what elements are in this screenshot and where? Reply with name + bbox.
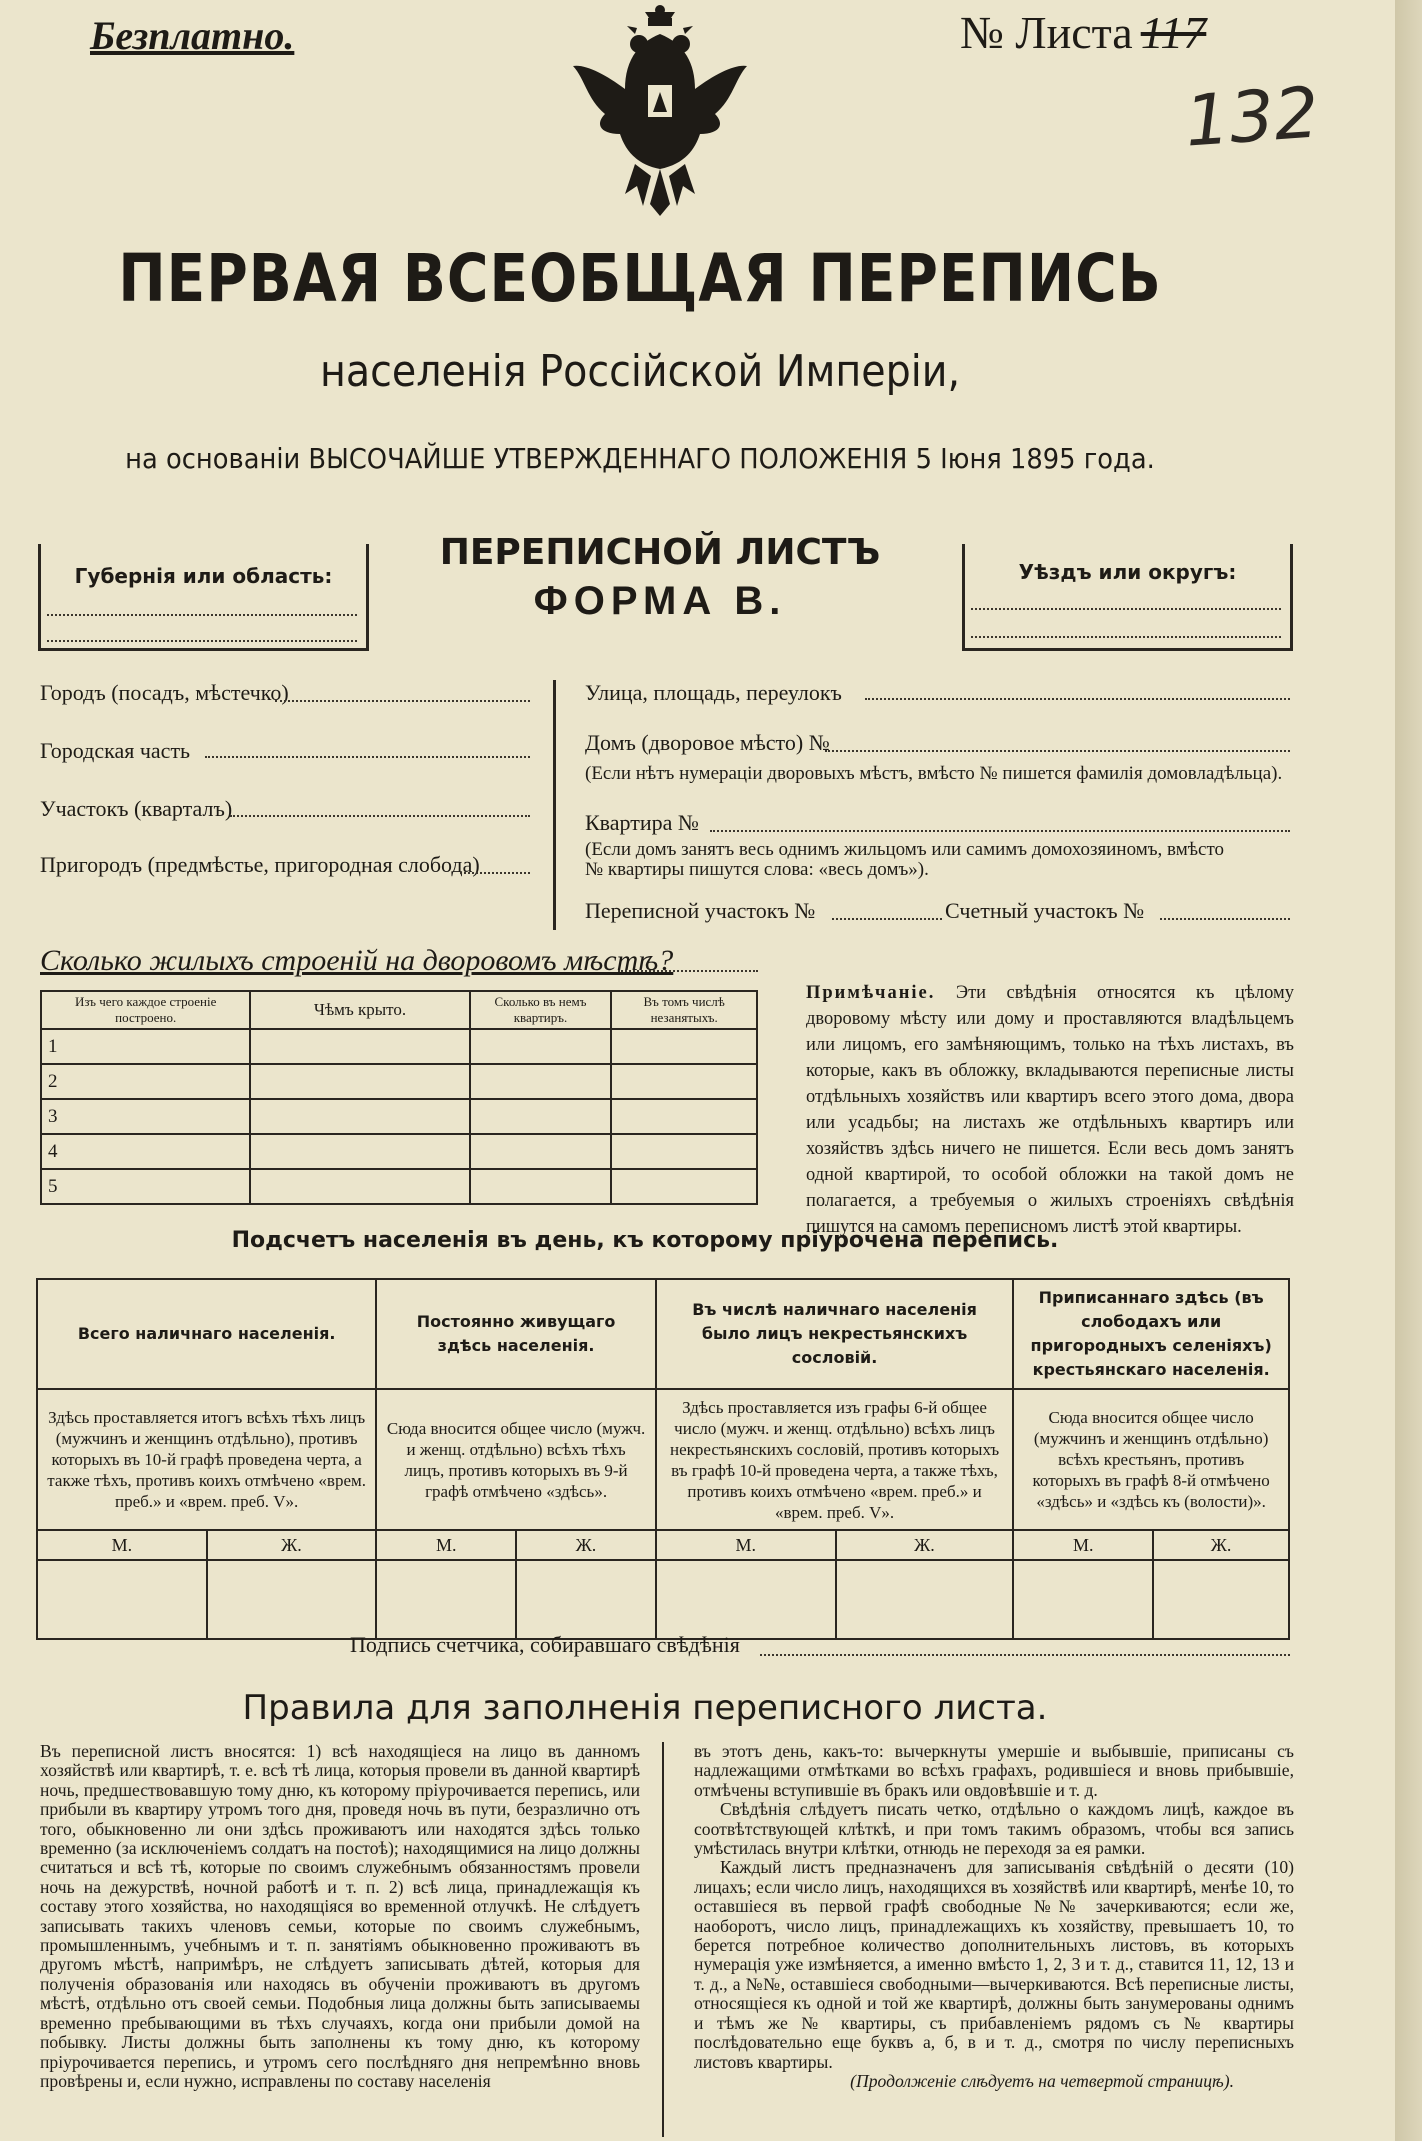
page-edge (1395, 0, 1422, 2141)
cell[interactable] (611, 1134, 757, 1169)
cell[interactable] (250, 1169, 469, 1204)
note-label: Примѣчаніе. (806, 983, 936, 1003)
city-part-label: Городская часть (40, 738, 191, 763)
district-field-2[interactable] (971, 636, 1281, 638)
sheet-heading (380, 532, 940, 624)
male-count-cell[interactable] (656, 1560, 836, 1639)
cell[interactable] (250, 1029, 469, 1064)
district-field[interactable] (971, 608, 1281, 610)
rules-divider (662, 1742, 664, 2137)
province-field[interactable] (47, 614, 357, 616)
cell[interactable] (611, 1169, 757, 1204)
cell[interactable] (470, 1064, 612, 1099)
ward-label: Участокъ (кварталъ) (40, 796, 233, 821)
street-label: Улица, площадь, переулокъ (585, 680, 842, 705)
female-count-cell[interactable] (207, 1560, 377, 1639)
col-apartments: Сколько въ немъ квартиръ. (470, 991, 612, 1029)
rules-right-column (694, 1742, 1294, 2091)
count-head-permanent: Постоянно живущаго здѣсь населенія. (376, 1279, 656, 1389)
cell[interactable] (611, 1029, 757, 1064)
basis-line: на основаніи ВЫСОЧАЙШЕ УТВЕРЖДЕННАГО ПОЛОЖЕНІЯ 5 Іюня 1895 года. (125, 442, 1155, 475)
cell[interactable] (250, 1064, 469, 1099)
subtitle: населенія Россійской Имперіи, (319, 346, 961, 397)
cell[interactable] (611, 1099, 757, 1134)
cell[interactable] (470, 1134, 612, 1169)
rules-right-text-1: въ этотъ день, какъ-то: вычеркнуты умершіе и выбывшіе, приписаны съ надлежащими отмѣтками во всѣхъ графахъ, родившіеся и вновь прибывшіе, отмѣчены вступившіе въ бракъ или овдовѣвшіе и т. д. (694, 1741, 1294, 1800)
rules-left-text: Въ переписной листъ вносятся: 1) всѣ находящіеся на лицо въ данномъ хозяйствѣ или квартирѣ, т. е. всѣ тѣ лица, которыя провели въ данной квартирѣ ночь, предшествовавшую тому дню, къ которому пріурочивается перепись, или прибыли въ квартиру утромъ того дня, проведя ночь въ пути, безразлично отъ того, обыкновенно ли они здѣсь проживаютъ или находятся здѣсь только временно (за исключеніемъ солдатъ на постоѣ); находящимися на лицо должны считаться и всѣ тѣ, которые по своимъ служебнымъ обязанностямъ провели ночь на дежурствѣ, ночной работѣ и т. п. 2) всѣ лица, принадлежащія къ составу этого хозяйства, но находящіяся во временной отлучкѣ. Не слѣдуетъ записывать такихъ членовъ семьи, которые по своимъ служебнымъ, промышленнымъ, учебнымъ и т. п. занятіямъ обыкновенно проживаютъ въ другомъ мѣстѣ, напримѣръ, не слѣдуетъ записывать дѣтей, которыя для полученія образованія или находясь въ обученіи проживаютъ въ другомъ мѣстѣ, отдѣльно отъ своей семьи. Подобныя лица должны быть записываемы временно пребывающими въ тѣхъ случаяхъ, когда они прибыли домой на побывку. Листы должны быть заполнены къ тому дню, къ которому пріурочивается перепись, и утромъ сего послѣдняго дня непремѣнно вновь провѣрены и, если нужно, исправлены по составу населенія (40, 1741, 640, 2091)
buildings-question: Сколько жилыхъ строеній на дворовомъ мѣстѣ? (40, 944, 674, 977)
female-label: Ж. (1153, 1530, 1289, 1560)
house-label: Домъ (дворовое мѣсто) № (585, 730, 830, 755)
cell[interactable] (611, 1064, 757, 1099)
row-number: 3 (41, 1099, 250, 1134)
table-row (41, 1099, 757, 1134)
sheet-number (960, 6, 1206, 59)
count-section-field[interactable] (1160, 918, 1290, 920)
col-vacant: Въ томъ числѣ незанятыхъ. (611, 991, 757, 1029)
male-label: М. (1013, 1530, 1153, 1560)
count-head-peasant: Приписаннаго здѣсь (въ слободахъ или пригородныхъ селеніяхъ) крестьянскаго населенія. (1013, 1279, 1289, 1389)
count-title: Подсчетъ населенія въ день, къ которому пріурочена перепись. (231, 1228, 1059, 1253)
table-row (41, 1134, 757, 1169)
cell[interactable] (470, 1029, 612, 1064)
row-number: 2 (41, 1064, 250, 1099)
census-section-label: Переписной участокъ № (585, 898, 816, 923)
col-roof: Чѣмъ крыто. (250, 991, 469, 1029)
male-count-cell[interactable] (1013, 1560, 1153, 1639)
city-field[interactable] (275, 700, 530, 702)
female-count-cell[interactable] (1153, 1560, 1289, 1639)
district-label: Уѣздъ или округъ: (1018, 560, 1237, 584)
rules-right-text-3: Каждый листъ предназначенъ для записыванія свѣдѣній о десяти (10) лицахъ; если число лицъ, находящихся въ хозяйствѣ или квартирѣ, менѣе 10, то оставшіеся въ первой графѣ свободные №№ зачеркиваются; если же, наоборотъ, число лицъ, принадлежащихъ къ хозяйству, превышаетъ 10, то берется потребное количество дополнительныхъ листовъ, въ которыхъ нумерація уже измѣняется, а именно вмѣсто 1, 2, 3 и т. д., ставится 11, 12, 13 и т. д., а №№, оставшіеся свободными—вычеркиваются. Всѣ переписные листы, относящіеся къ одной и той же квартирѣ, должны быть занумерованы однимъ и тѣмъ же № квартиры, съ прибавленіемъ рядомъ съ № квартиры послѣдовательно еще буквъ а, б, в и т. д., смотря по числу переписныхъ листовъ квартиры. (694, 1857, 1294, 2072)
cell[interactable] (250, 1134, 469, 1169)
count-desc-permanent: Сюда вносится общее число (мужч. и женщ. отдѣльно) всѣхъ тѣхъ лицъ, противъ которыхъ въ 9-й графѣ отмѣчено «здѣсь». (376, 1389, 656, 1530)
city-label: Городъ (посадъ, мѣстечко) (40, 680, 289, 705)
row-number: 1 (41, 1029, 250, 1064)
buildings-note (806, 980, 1294, 1240)
male-label: М. (37, 1530, 207, 1560)
female-count-cell[interactable] (516, 1560, 656, 1639)
count-desc-non-peasant: Здѣсь проставляется изъ графы 6-й общее число (мужч. и женщ. отдѣльно) всѣхъ лицъ некрестьянскихъ сословій, противъ которыхъ въ графѣ 10-й проведена черта, а также тѣхъ, противъ коихъ отмѣчено «врем. преб.» и «врем. преб. V». (656, 1389, 1013, 1530)
buildings-answer-field[interactable] (618, 970, 758, 972)
female-label: Ж. (836, 1530, 1014, 1560)
note-text: Эти свѣдѣнія относятся къ цѣлому дворовому мѣсту или дому и проставляются владѣльцемъ или лицомъ, его замѣняющимъ, только на тѣхъ листахъ, въ которые, какъ въ обложку, вкладываются переписные листы отдѣльныхъ хозяйствъ или квартиръ всего этого дома, двора или усадьбы; на листахъ же отдѣльныхъ квартиръ или хозяйствъ здѣсь ничего не пишется. Если весь домъ занятъ одной квартирой, то особой обложки на такой домъ не полагается, а требуемыя о жилыхъ строеніяхъ свѣдѣнія пишутся на самомъ переписномъ листѣ этой квартиры. (806, 983, 1294, 1237)
male-label: М. (656, 1530, 836, 1560)
count-section-label: Счетный участокъ № (945, 898, 1145, 923)
female-label: Ж. (516, 1530, 656, 1560)
rules-title: Правила для заполненія переписного листа. (242, 1688, 1048, 1728)
sheet-number-old: 117 (1140, 7, 1207, 58)
buildings-table (40, 990, 758, 1205)
cell[interactable] (470, 1169, 612, 1204)
province-box (38, 544, 369, 651)
row-number: 5 (41, 1169, 250, 1204)
main-title: ПЕРВАЯ ВСЕОБЩАЯ ПЕРЕПИСЬ (118, 240, 1162, 317)
female-label: Ж. (207, 1530, 377, 1560)
enumerator-signature-label: Подпись счетчика, собиравшаго свѣдѣнія (350, 1632, 740, 1657)
ward-field[interactable] (230, 815, 530, 817)
count-desc-total: Здѣсь проставляется итогъ всѣхъ тѣхъ лицъ (мужчинъ и женщинъ отдѣльно), противъ которыхъ въ 10-й графѣ проведена черта, а также тѣхъ, противъ коихъ отмѣчено «врем. преб.» и «врем. преб. V». (37, 1389, 376, 1530)
col-material: Изъ чего каждое строеніе построено. (41, 991, 250, 1029)
free-label: Безплатно. (90, 13, 295, 58)
count-head-non-peasant: Въ числѣ наличнаго населенія было лицъ некрестьянскихъ сословій. (656, 1279, 1013, 1389)
count-desc-peasant: Сюда вносится общее число (мужчинъ и женщинъ отдѣльно) всѣхъ крестьянъ, противъ которыхъ въ графѣ 8-й отмѣчено «здѣсь» и «здѣсь къ (волости)». (1013, 1389, 1289, 1530)
row-number: 4 (41, 1134, 250, 1169)
suburb-field[interactable] (460, 872, 530, 874)
cell[interactable] (250, 1099, 469, 1134)
table-row (41, 1064, 757, 1099)
table-row (41, 1029, 757, 1064)
imperial-eagle-emblem (565, 4, 755, 219)
house-note: (Если нѣтъ нумерацiи дворовыхъ мѣстъ, вмѣсто № пишется фамилія домовладѣльца). (585, 763, 1283, 784)
sheet-title: ПЕРЕПИСНОЙ ЛИСТЪ (439, 532, 881, 573)
province-label: Губернія или область: (74, 564, 333, 588)
rules-right-text-2: Свѣдѣнія слѣдуетъ писать четко, отдѣльно о каждомъ лицѣ, каждое въ соотвѣтствующей клѣткѣ, и при томъ такимъ образомъ, чтобы вся запись умѣстилась внутри клѣтки, отнюдь не переходя за ея рамки. (694, 1799, 1294, 1859)
rules-left-column (40, 1742, 640, 2091)
form-label: ФОРМА В. (533, 579, 787, 623)
sheet-number-label: № Листа (960, 7, 1133, 58)
count-head-total: Всего наличнаго населенія. (37, 1279, 376, 1389)
apartment-note-2: № квартиры пишутся слова: «весь домъ»). (585, 859, 929, 880)
province-field-2[interactable] (47, 640, 357, 642)
sheet-number-handwritten: 132 (1182, 71, 1322, 163)
cell[interactable] (470, 1099, 612, 1134)
enumerator-signature-field[interactable] (760, 1654, 1290, 1656)
house-field[interactable] (825, 750, 1290, 752)
apartment-note-1: (Если домъ занятъ весь однимъ жильцомъ или самимъ домохозяиномъ, вмѣсто (585, 839, 1225, 860)
apartment-label: Квартира № (585, 810, 699, 835)
city-part-field[interactable] (205, 756, 530, 758)
street-field[interactable] (865, 698, 1290, 700)
male-count-cell[interactable] (376, 1560, 516, 1639)
suburb-label: Пригородъ (предмѣстье, пригородная слобода) (40, 852, 480, 877)
census-section-field[interactable] (832, 918, 942, 920)
table-row (41, 1169, 757, 1204)
female-count-cell[interactable] (836, 1560, 1014, 1639)
apartment-field[interactable] (710, 830, 1290, 832)
district-box (962, 544, 1293, 651)
address-divider (553, 680, 556, 930)
continued-note: (Продолженіе слѣдуетъ на четвертой страницѣ). (850, 2070, 1234, 2091)
male-label: М. (376, 1530, 516, 1560)
population-count-table (36, 1278, 1290, 1640)
male-count-cell[interactable] (37, 1560, 207, 1639)
